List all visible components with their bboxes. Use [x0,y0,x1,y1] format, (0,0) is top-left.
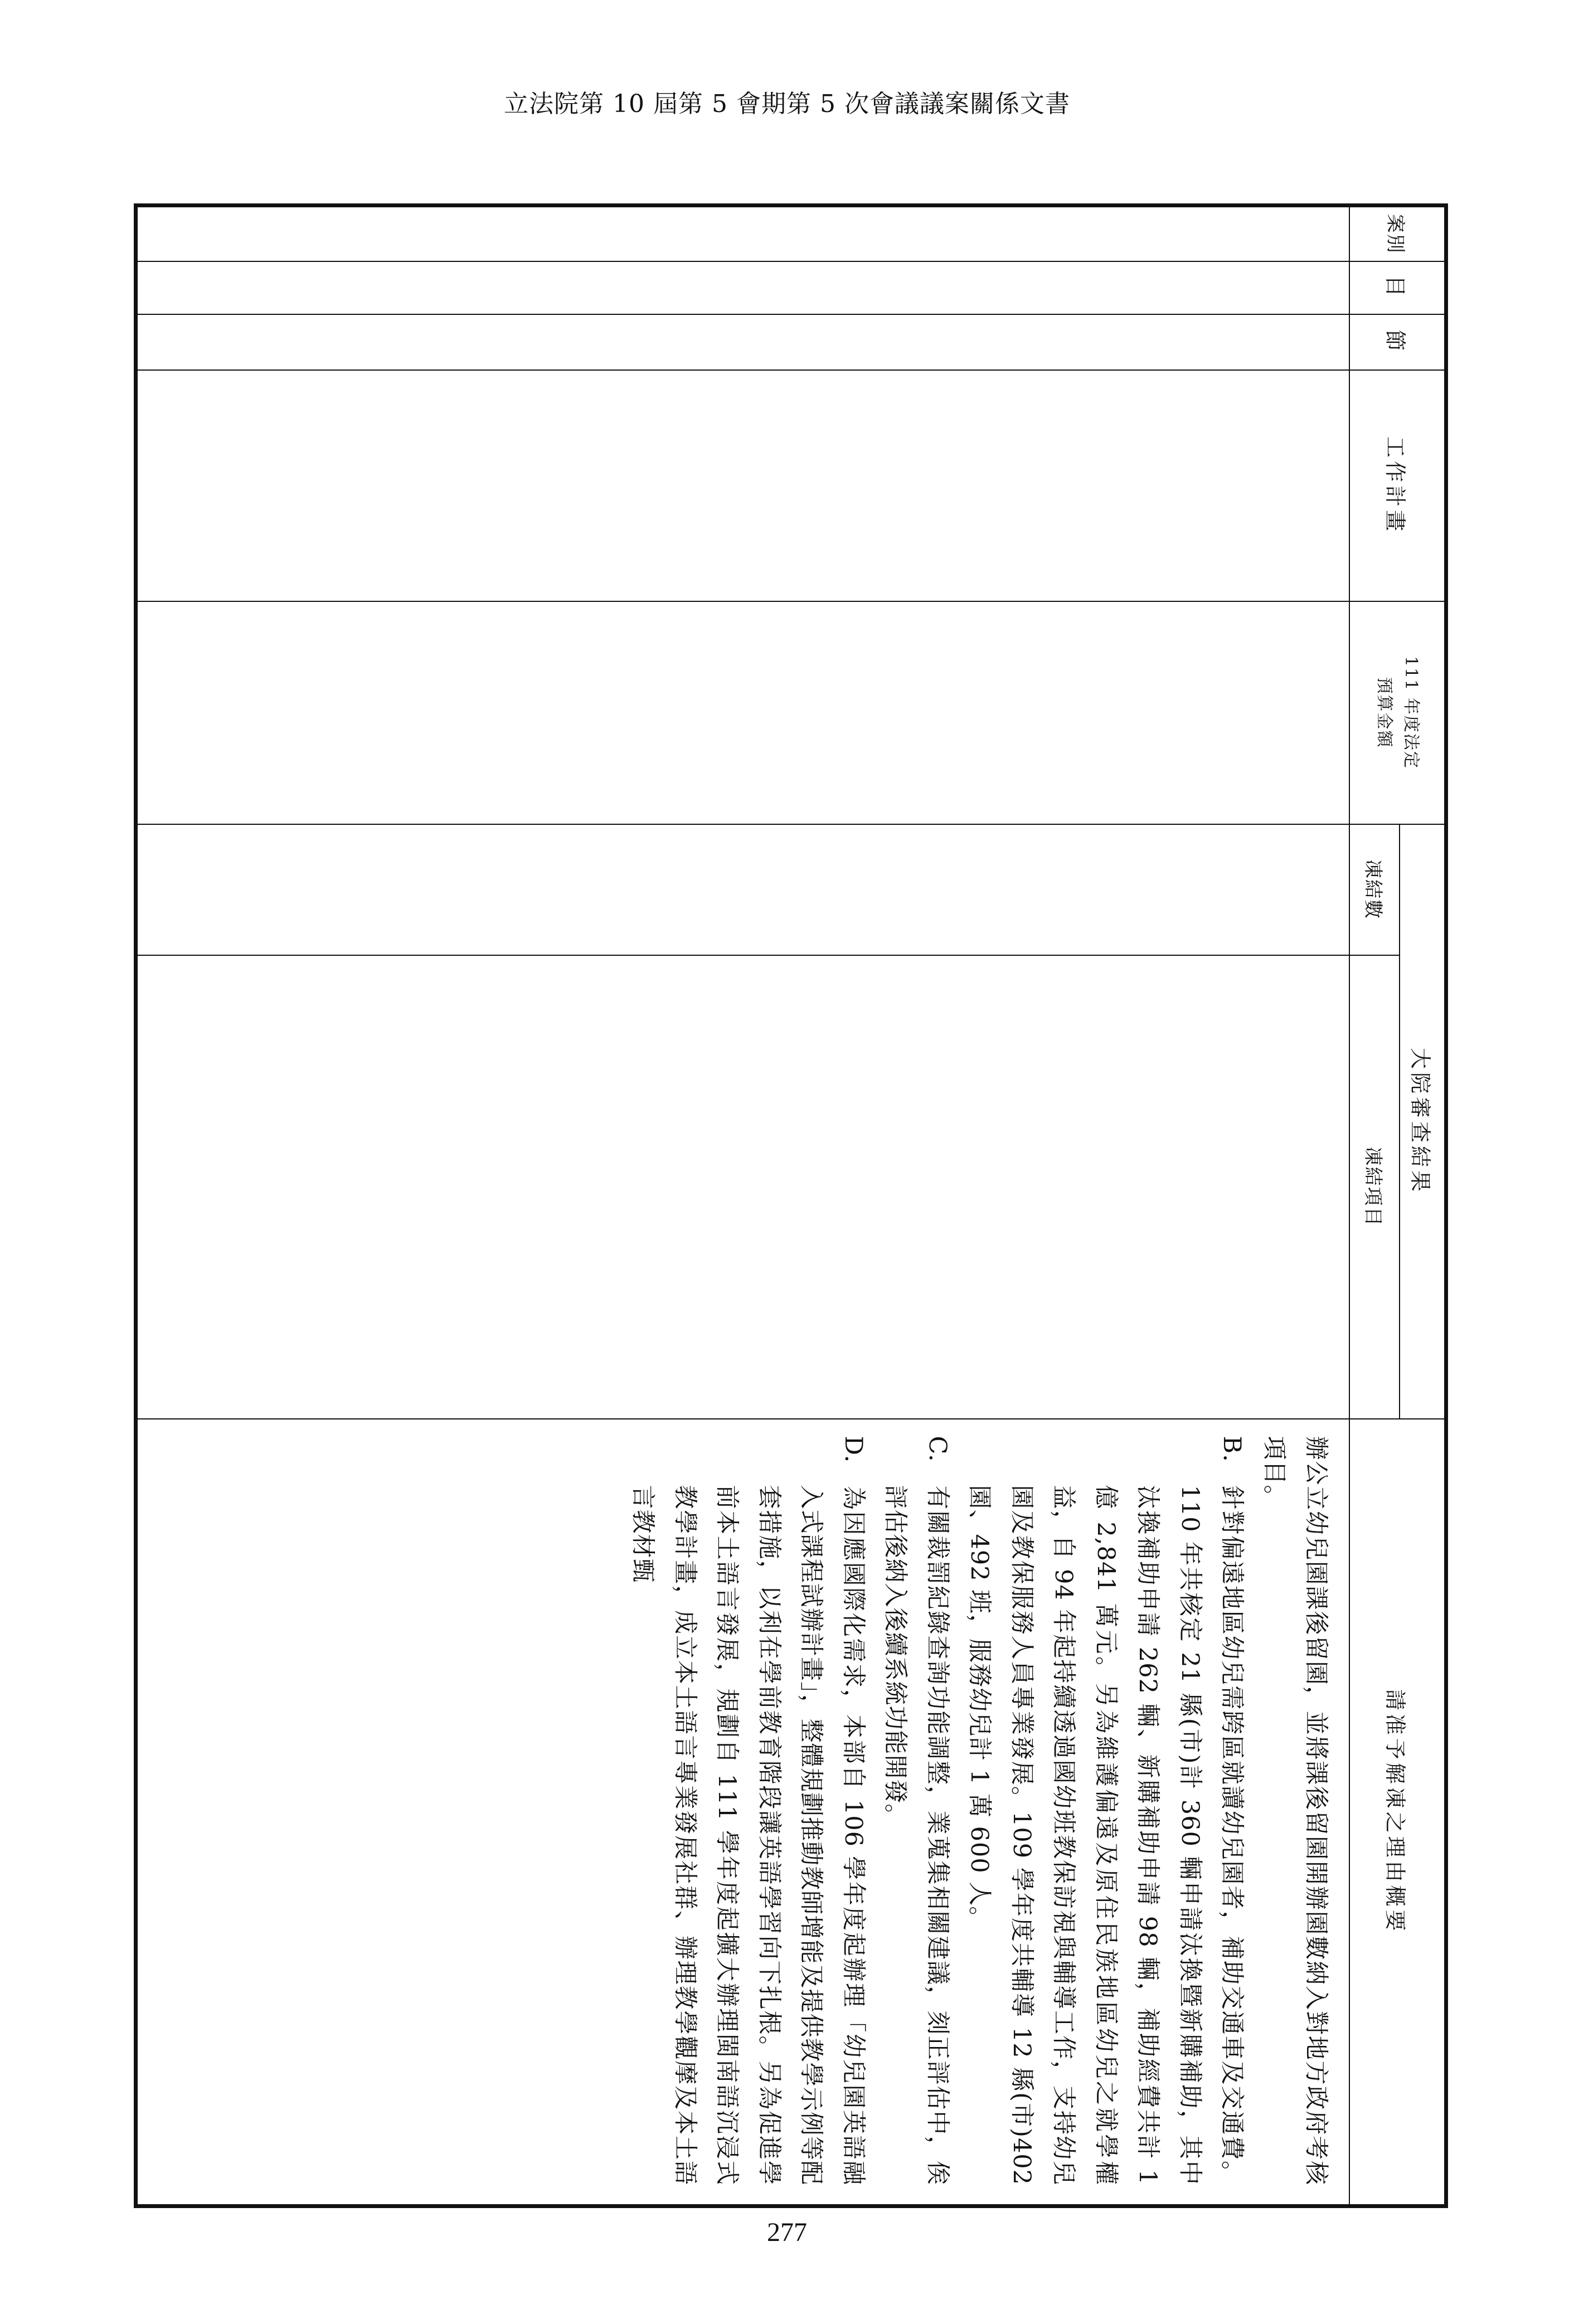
reason-item-text: 為因應國際化需求，本部自 106 學年度起辦理「幼兒園英語融入式課程試辦計畫」，整體規劃推動教師增能及提供教學示例等配套措施，以利在學前教育階段讓英語學習向下扎根。另為促進學前本土語言發展，規劃自 111 學年度起擴大辦理閩南語沉浸式教學計畫，成立本土語言專業發展社群、辦理教學觀摩及本土語言教材甄 [629,1485,867,2186]
header-reason: 請准予解凍之理由概要 [1350,1419,1446,2206]
cell-item [136,261,1350,314]
header-category: 案別 [1350,206,1446,261]
reason-item-d [621,1436,874,2186]
budget-table-frame [134,203,1448,2204]
budget-unfreeze-table [134,203,1448,2208]
reason-item-label: B. [1218,1436,1246,1462]
header-work-plan: 工作計畫 [1350,370,1446,601]
cell-category [136,206,1350,261]
header-section: 節 [1350,314,1446,370]
header-item: 目 [1350,261,1446,314]
header-row-1 [1400,206,1446,2206]
cell-section [136,314,1350,370]
reason-intro: 辦公立幼兒園課後留園，並將課後留園開辦園數納入對地方政府考核項目。 [1260,1436,1330,2186]
reason-item-text: 針對偏遠地區幼兒需跨區就讀幼兒園者，補助交通車及交通費。110 年共核定 21 縣(市)計 360 輛申請汰換暨新購補助，其中汰換補助申請 262 輛、新購補助申請 98 輛，補助經費共計 1 億 2,841 萬元。另為維護偏遠及原住民族地區幼兒之就學權益，自 94 年起持續透過國幼班教保訪視與輔導工作，支持幼兒園及教保服務人員專業發展。109 學年度共輔導 12 縣(市)402 園、492 班，服務幼兒計 1 萬 600 人。 [965,1485,1246,2186]
cell-work-plan [136,370,1350,601]
page-number: 277 [767,2218,807,2247]
header-budget-amount [1350,601,1446,824]
document-header: 立法院第 10 屆第 5 會期第 5 次會議議案關係文書 [504,90,1070,118]
cell-freeze-amount [136,824,1350,955]
table-row [136,206,1350,2206]
reason-item-label: D. [839,1436,867,1464]
header-freeze-items: 凍結項目 [1350,955,1400,1419]
reason-item-b [958,1436,1253,2186]
cell-budget-amount [136,601,1350,824]
cell-reason [136,1419,1350,2206]
cell-freeze-items [136,955,1350,1419]
reason-item-label: C. [924,1436,951,1462]
header-budget-line2: 預算金額 [1374,677,1394,748]
reason-item-c [874,1436,958,2186]
header-review-result: 大院審查結果 [1400,824,1446,1419]
reason-item-text: 有關裁罰紀錄查詢功能調整，業蒐集相關建議，刻正評估中，俟評估後納入後續系統功能開發。 [881,1485,951,2186]
header-budget-line1: 111 年度法定 [1401,656,1421,769]
header-freeze-amount: 凍結數 [1350,824,1400,955]
rotated-table-wrapper [134,203,1448,2204]
